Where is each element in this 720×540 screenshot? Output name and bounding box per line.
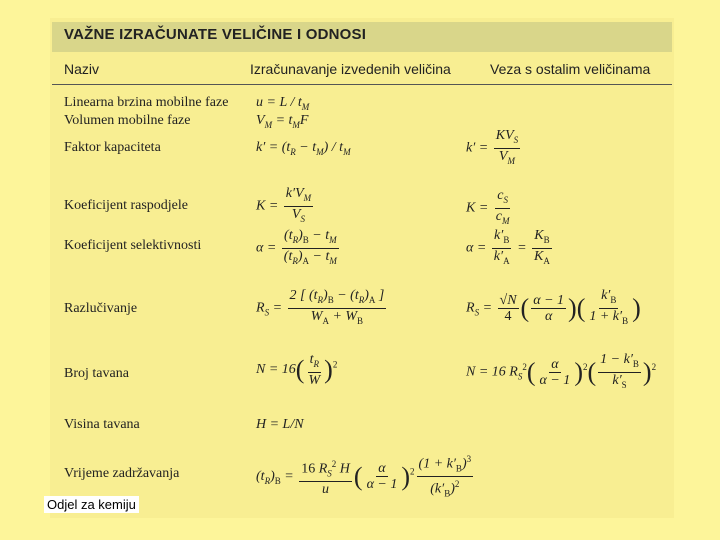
footer-label: Odjel za kemiju [44,496,139,513]
column-header-name: Naziv [64,61,100,77]
formula-mobile-volume: $V_M = t_MF$ [256,113,309,130]
relation-selectivity: α = $\frac{k'_B}{k'_A}$ = $\frac{K_B}{K_A}$ [466,228,550,266]
formula-distribution-coefficient: K = $\frac{k'V_M}{V_S}$ [256,186,312,224]
relation-capacity-factor: k′ = $\frac{KV_S}{V_M}$ [466,128,519,166]
relation-distribution-coefficient: K = $\frac{c_S}{c_M}$ [466,188,510,226]
row-name-selectivity: Koeficijent selektivnosti [64,238,202,253]
column-header-relation: Veza s ostalim veličinama [490,61,651,77]
row-name-linear-velocity: Linearna brzina mobilne faze [64,95,229,110]
formula-capacity-factor: $k' = (t_R - t_M) / t_M$ [256,140,351,157]
formula-linear-velocity: $u = L / t_M$ [256,95,310,112]
row-name-plate-count: Broj tavana [64,366,129,381]
row-name-retention-time: Vrijeme zadržavanja [64,466,180,481]
row-name-plate-height: Visina tavana [64,417,140,432]
row-name-capacity-factor: Faktor kapaciteta [64,140,161,155]
relation-resolution: $R_S$ = $\frac{√N}{4}$ ( $\frac{\alpha - 1}{\alpha}$ )( $\frac{k'_B}{1 + k'_B}$ ) [466,288,641,326]
row-name-mobile-volume: Volumen mobilne faze [64,113,191,128]
row-name-distribution-coefficient: Koeficijent raspodjele [64,198,189,213]
page-title: VAŽNE IZRAČUNATE VELIČINE I ODNOSI [64,26,367,43]
formula-retention-time: $(t_R)_B$ = $\frac{16 R_S^2 H}{u}$ ( $\frac{\alpha}{\alpha - 1}$ )$^2$ $\frac{(1 + k'_B)^3}{(k'_B)^2}$ [256,454,472,499]
column-header-calc: Izračunavanje izvedenih veličina [250,61,451,77]
row-name-resolution: Razlučivanje [64,301,138,316]
formula-plate-height: H = L/N [256,417,304,432]
formula-selectivity: α = $\frac{(t_R)_B - t_M}{(t_R)_A - t_M}$ [256,228,337,266]
scanned-table [50,18,674,518]
relation-plate-count: N = 16 $R_S^2$( $\frac{\alpha}{\alpha - 1}$ )$^2$( $\frac{1 - k'_B}{k'_S}$ )$^2$ [466,352,657,390]
formula-plate-count: N = 16( $\frac{t_R}{W}$ )$^2$ [256,352,338,388]
formula-resolution: $R_S$ = $\frac{2 [ (t_R)_B - (t_R)_A ]}{W_A + W_B}$ [256,288,385,326]
header-divider [52,84,672,85]
